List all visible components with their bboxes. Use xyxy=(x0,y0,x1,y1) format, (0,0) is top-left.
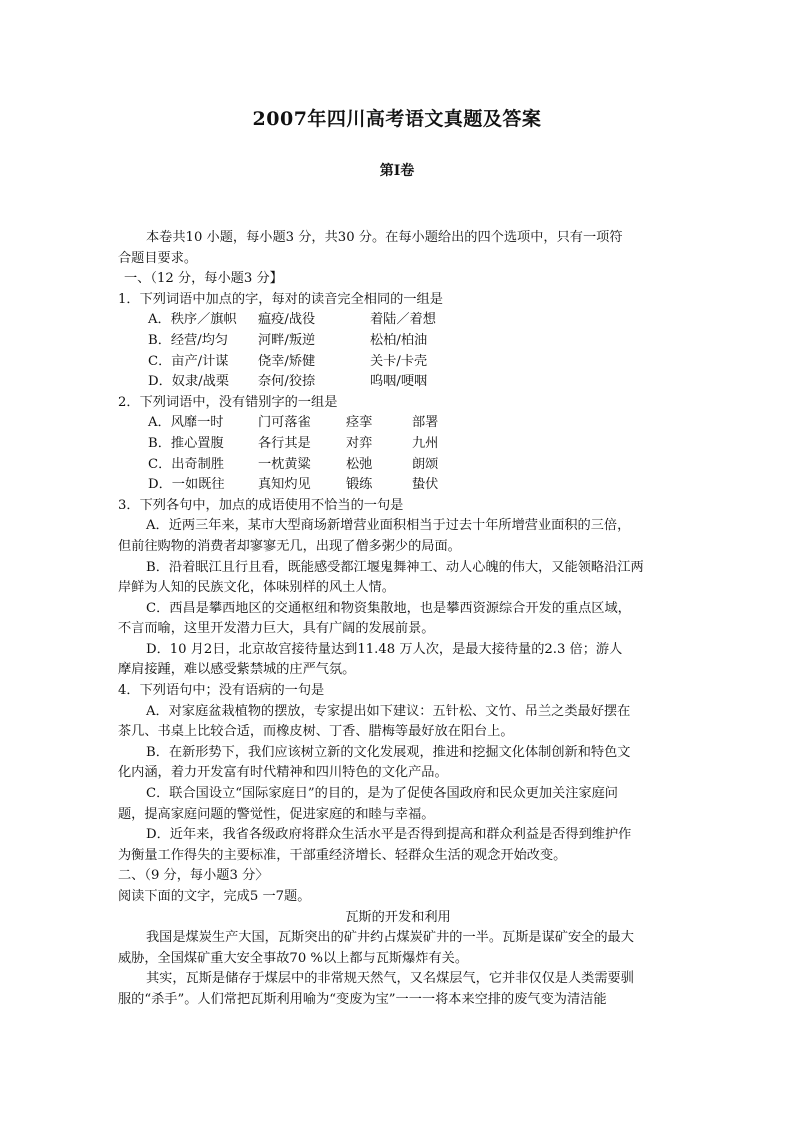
article-paragraph-1-cont: 威胁，全国煤矿重大安全事故70 %以上都与瓦斯爆炸有关。 xyxy=(118,950,469,966)
question-4-option-c-cont: 题，提高家庭问题的警觉性，促进家庭的和睦与幸福。 xyxy=(118,806,435,822)
intro-line: 本卷共10 小题，每小题3 分，共30 分。在每小题给出的四个选项中，只有一项符 xyxy=(146,230,623,245)
question-1-option-d: D．奴隶/战栗 奈何/狡捺 呜咽/哽咽 xyxy=(148,374,428,390)
question-4-option-d: D．近年来，我省各级政府将群众生活水平是否得到提高和群众利益是否得到维护作 xyxy=(146,827,632,843)
question-2-option-c: C．出奇制胜 一枕黄粱 松弛 朗颂 xyxy=(148,456,439,472)
reading-instruction: 阅读下面的文字，完成5 一7题。 xyxy=(118,889,311,904)
question-3-option-c-cont: 不言而喻，这里开发潜力巨大，具有广阔的发展前景。 xyxy=(118,621,435,637)
part2-heading: 二、（9 分，每小题3 分〉 xyxy=(118,868,269,884)
question-1-option-c: C．亩产/计谋 侥幸/矫健 关卡/卡壳 xyxy=(148,353,428,369)
question-3-option-d-cont: 摩肩接踵，难以感受紫禁城的庄严气氛。 xyxy=(118,662,356,678)
article-title: 瓦斯的开发和利用 xyxy=(345,909,451,925)
question-4-option-d-cont: 为衡量工作得失的主要标准，干部重经济增长、轻群众生活的观念开始改变。 xyxy=(118,847,567,863)
page-title: 2007年四川高考语文真题及答案 xyxy=(252,108,542,130)
question-4-option-c: C．联合国设立“国际家庭日”的目的，是为了促使各国政府和民众更加关注家庭问 xyxy=(146,786,618,802)
question-3-stem: 3．下列各句中，加点的成语使用不恰当的一句是 xyxy=(118,497,404,513)
question-1-option-b: B．经营/均匀 河畔/叛逆 松柏/柏油 xyxy=(148,332,428,348)
question-3-option-d: D．10 月2日，北京故宫接待量达到11.48 万人次，是最大接待量的2.3 倍；游人 xyxy=(146,641,623,657)
document-body xyxy=(118,228,678,1011)
question-3-option-b-cont: 岸鲜为人知的民族文化，体味别样的风土人情。 xyxy=(118,580,395,596)
question-3-option-a: A．近两三年来，某市大型商场新增营业面积相当于过去十年所增营业面积的三倍， xyxy=(146,518,631,534)
question-3-option-c: C．西昌是攀西地区的交通枢纽和物资集散地，也是攀西资源综合开发的重点区域， xyxy=(146,600,631,616)
question-1-stem: 1．下列词语中加点的字，每对的读音完全相同的一组是 xyxy=(118,291,443,307)
question-4-option-b-cont: 化内涵，着力开发富有时代精神和四川特色的文化产品。 xyxy=(118,765,448,781)
question-2-option-d: D．一如既往 真知灼见 锻练 蛰伏 xyxy=(148,477,439,493)
question-4-option-a: A．对家庭盆栽植物的摆放，专家提出如下建议：五针松、文竹、吊兰之类最好摆在 xyxy=(146,703,631,719)
question-2-option-a: A．风靡一时 门可落雀 痉挛 部署 xyxy=(148,415,439,431)
question-1-option-a: A．秩序／旗帜 瘟疫/战役 着陆／着想 xyxy=(148,312,436,328)
question-4-option-a-cont: 茶几、书桌上比较合适，而橡皮树、丁香、腊梅等最好放在阳台上。 xyxy=(118,724,514,740)
intro-line: 合题目要求。 xyxy=(118,250,198,266)
question-2-stem: 2．下列词语中，没有错别字的一组是 xyxy=(118,394,338,410)
article-paragraph-2: 其实，瓦斯是储存于煤层中的非常规天然气，又名煤层气，它并非仅仅是人类需要驯 xyxy=(146,971,634,987)
question-3-option-b: B．沿着眠江且行且看，既能感受都江堰鬼舞神工、动人心魄的伟大，又能领略沿江两 xyxy=(146,559,644,575)
article-paragraph-1: 我国是煤炭生产大国，瓦斯突出的矿井约占煤炭矿井的一半。瓦斯是谋矿安全的最大 xyxy=(146,930,634,946)
question-2-option-b: B．推心置腹 各行其是 对弈 九州 xyxy=(148,435,439,451)
article-paragraph-2-cont: 服的“杀手”。人们常把瓦斯利用喻为“变废为宝”一一一将本来空排的废气变为清洁能 xyxy=(118,991,607,1007)
volume-heading: 第I卷 xyxy=(379,163,415,179)
question-4-stem: 4．下列语句中；没有语病的一句是 xyxy=(118,683,325,699)
part1-heading: 一、（12 分，每小题3 分】 xyxy=(124,271,283,287)
question-3-option-a-cont: 但前往购物的消费者却寥寥无几，出现了僧多粥少的局面。 xyxy=(118,538,461,554)
question-4-option-b: B．在新形势下，我们应该树立新的文化发展观，推进和挖掘文化体制创新和特色文 xyxy=(146,744,631,760)
